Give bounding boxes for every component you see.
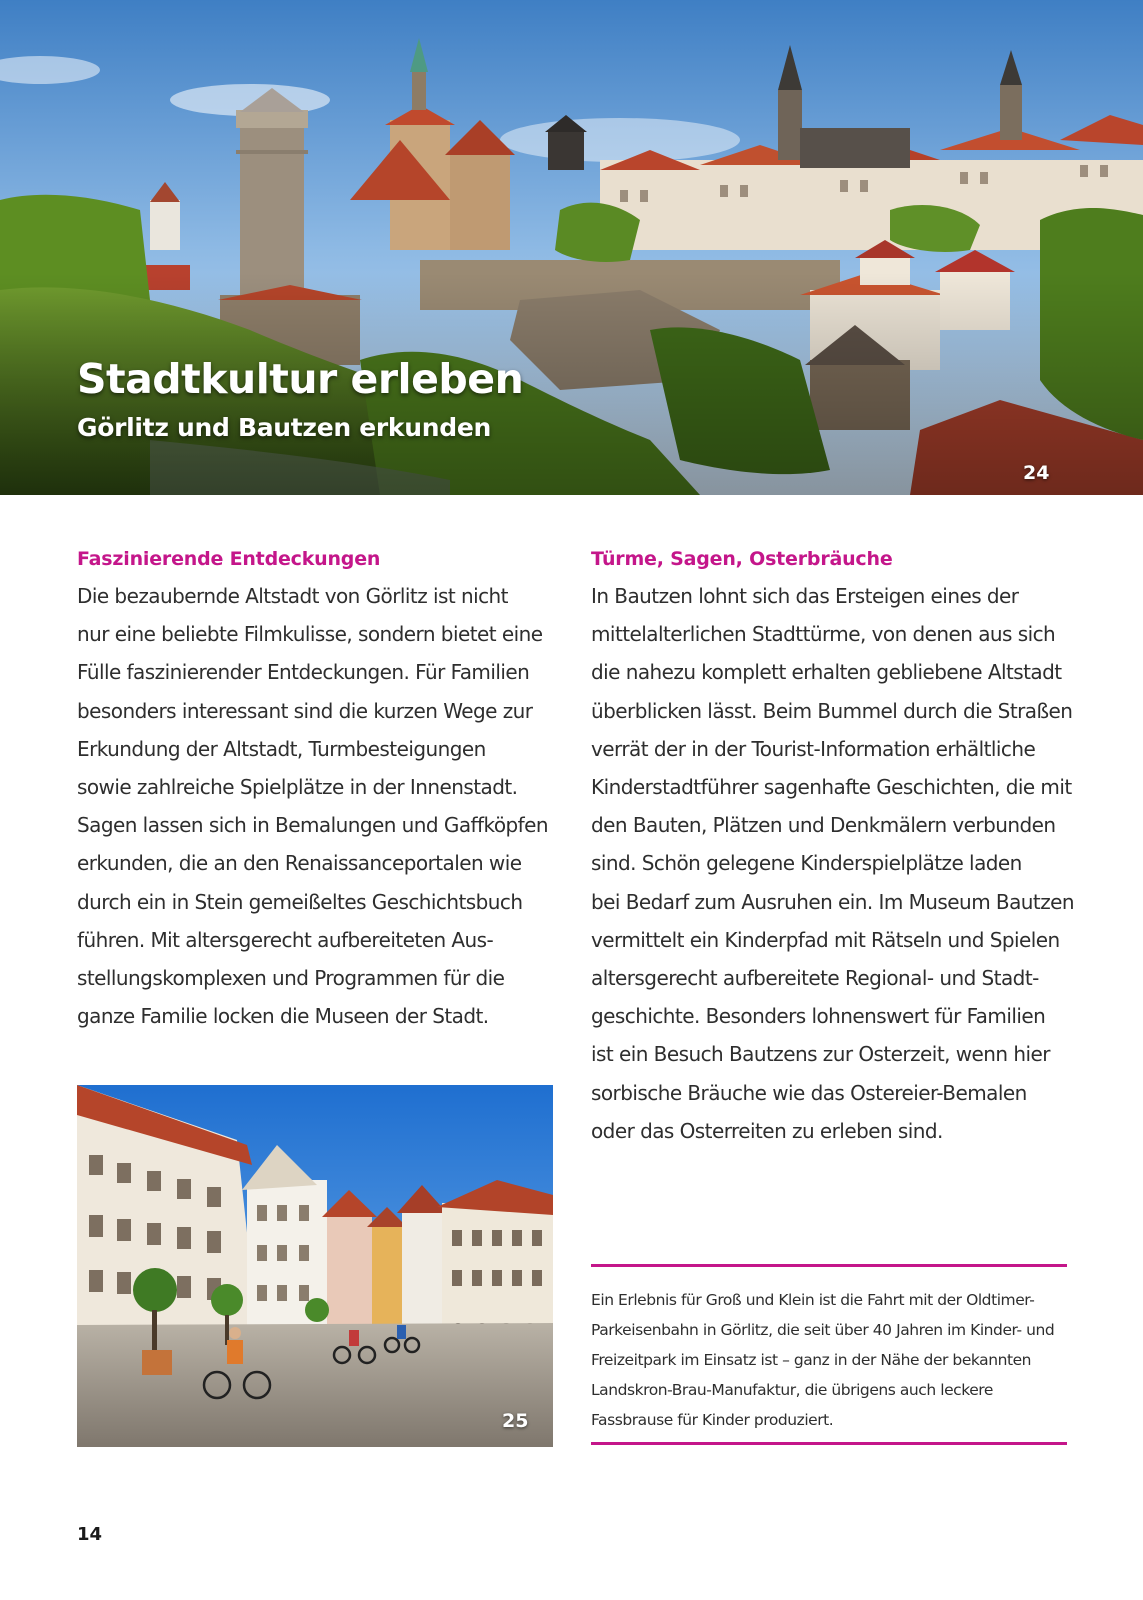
text-line: oder das Osterreiten zu erleben sind. — [591, 1118, 943, 1143]
market-square-photo — [77, 1085, 553, 1447]
text-line: Landskron-Brau-Manufaktur, die übrigens auch leckere — [591, 1381, 993, 1399]
text-line: geschichte. Besonders lohnenswert für Familien — [591, 1004, 1046, 1029]
page-title: Stadtkultur erleben — [77, 355, 524, 403]
text-line: Fülle faszinierender Entdeckungen. Für Familien — [77, 660, 530, 685]
text-line: mittelalterlichen Stadttürme, von denen aus sich — [591, 622, 1056, 647]
text-line: durch ein in Stein gemeißeltes Geschichtsbuch — [77, 889, 523, 914]
page-number: 14 — [77, 1524, 103, 1545]
right-column-heading: Türme, Sagen, Osterbräuche — [591, 548, 893, 570]
text-line: Kinderstadtführer sagenhafte Geschichten, die mit — [591, 775, 1072, 800]
text-line: ist ein Besuch Bautzens zur Osterzeit, wenn hier — [591, 1042, 1050, 1067]
text-line: erkunden, die an den Renaissanceportalen wie — [77, 851, 522, 876]
text-line: Fassbrause für Kinder produziert. — [591, 1411, 834, 1429]
page-subtitle: Görlitz und Bautzen erkunden — [77, 413, 492, 442]
market-photo-number: 25 — [502, 1410, 529, 1432]
left-column-paragraph — [77, 577, 557, 1035]
market-square-illustration — [77, 1085, 553, 1447]
hero-photo-number: 24 — [1023, 462, 1050, 484]
text-line: vermittelt ein Kinderpfad mit Rätseln und Spielen — [591, 927, 1060, 952]
hero-photo — [0, 0, 1143, 495]
text-line: führen. Mit altersgerecht aufbereiteten Aus- — [77, 927, 494, 952]
right-column — [591, 548, 1075, 1150]
info-box-text — [591, 1285, 1067, 1435]
left-column — [77, 548, 557, 1035]
right-column-paragraph — [591, 577, 1075, 1150]
info-box — [591, 1264, 1067, 1445]
text-line: sind. Schön gelegene Kinderspielplätze laden — [591, 851, 1022, 876]
text-line: bei Bedarf zum Ausruhen ein. Im Museum Bautzen — [591, 889, 1075, 914]
left-column-heading: Faszinierende Entdeckungen — [77, 548, 381, 570]
text-line: verrät der in der Tourist-Information erhältliche — [591, 736, 1036, 761]
text-line: altersgerecht aufbereitete Regional- und Stadt- — [591, 966, 1039, 991]
text-line: nur eine beliebte Filmkulisse, sondern bietet eine — [77, 622, 543, 647]
text-line: Ein Erlebnis für Groß und Klein ist die Fahrt mit der Oldtimer- — [591, 1291, 1035, 1309]
text-line: In Bautzen lohnt sich das Ersteigen eines der — [591, 584, 1019, 608]
text-line: sowie zahlreiche Spielplätze in der Innenstadt. — [77, 775, 518, 800]
text-line: Erkundung der Altstadt, Turmbesteigungen — [77, 736, 486, 761]
text-line: die nahezu komplett erhalten gebliebene Altstadt — [591, 660, 1062, 685]
text-line: stellungskomplexen und Programmen für die — [77, 966, 505, 991]
text-line: Parkeisenbahn in Görlitz, die seit über 40 Jahren im Kinder- und — [591, 1321, 1055, 1339]
text-line: Die bezaubernde Altstadt von Görlitz ist nicht — [77, 584, 508, 608]
text-line: Freizeitpark im Einsatz ist – ganz in der Nähe der bekannten — [591, 1351, 1032, 1369]
text-line: überblicken lässt. Beim Bummel durch die Straßen — [591, 698, 1073, 723]
text-line: ganze Familie locken die Museen der Stadt. — [77, 1004, 489, 1029]
text-line: Sagen lassen sich in Bemalungen und Gaffköpfen — [77, 813, 549, 838]
text-line: besonders interessant sind die kurzen Wege zur — [77, 698, 533, 723]
text-line: sorbische Bräuche wie das Ostereier-Bemalen — [591, 1080, 1027, 1105]
text-line: den Bauten, Plätzen und Denkmälern verbunden — [591, 813, 1056, 838]
